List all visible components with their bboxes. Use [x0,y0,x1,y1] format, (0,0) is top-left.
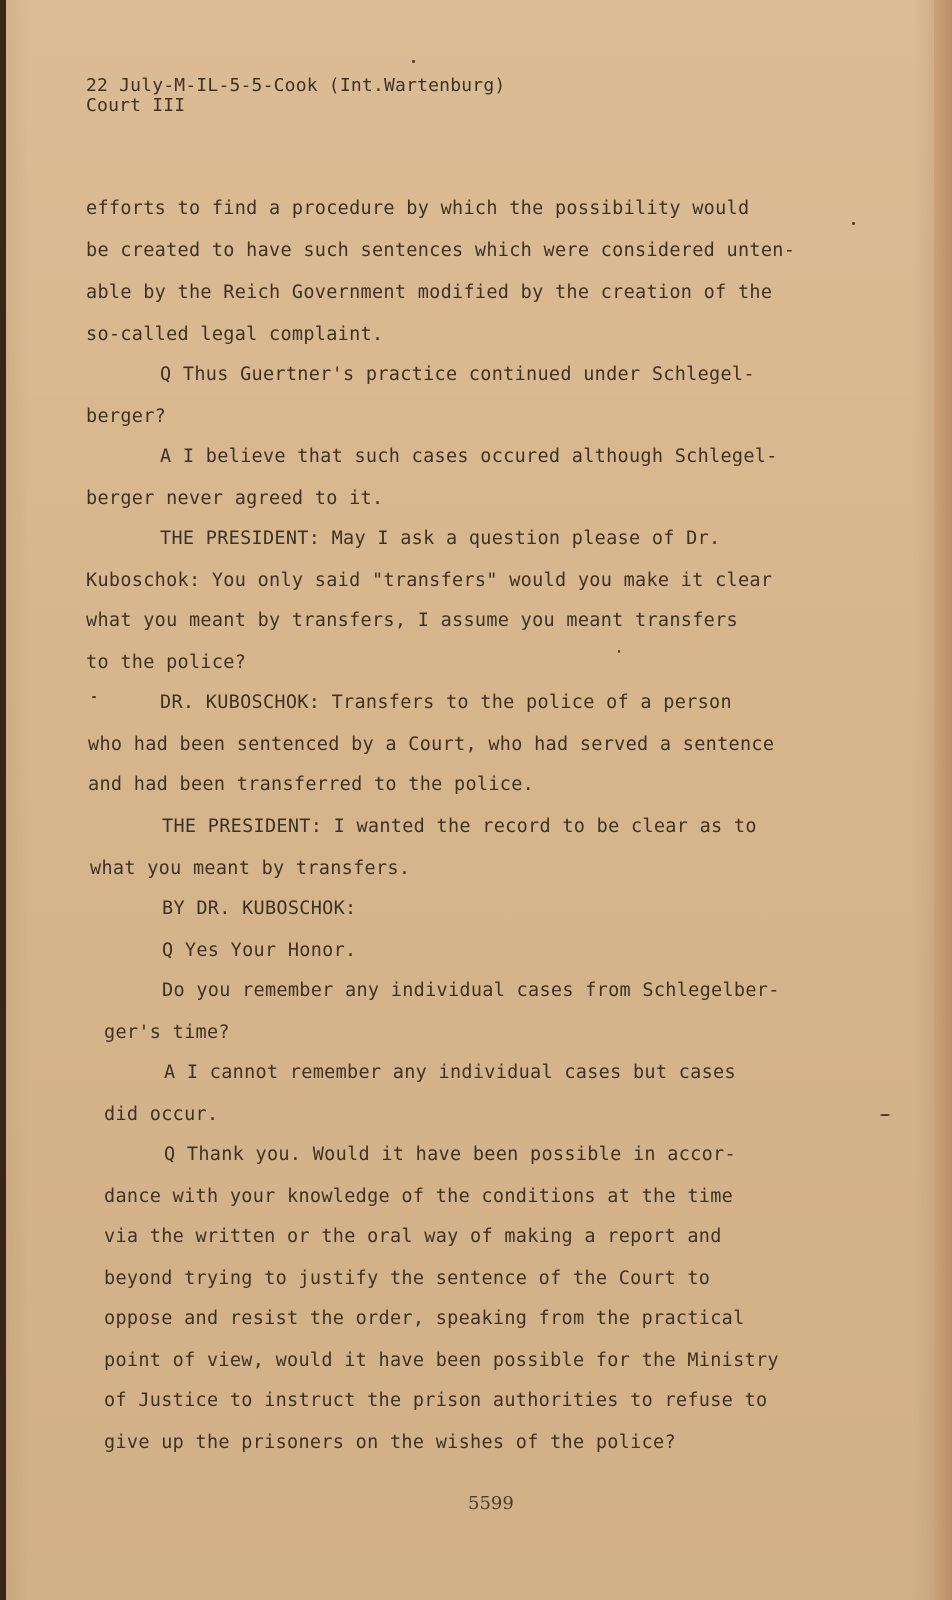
paper-speck [92,696,96,698]
paper-speck [412,60,415,63]
paper-speck [618,650,620,653]
transcript-line: ger's time? [104,1022,230,1043]
document-header [86,76,505,116]
transcript-line: point of view, would it have been possible for the Ministry [104,1350,779,1371]
transcript-line: Q Yes Your Honor. [162,940,357,961]
transcript-line: Kuboschok: You only said "transfers" would you make it clear [86,570,773,591]
header-line-2: Court III [86,95,186,116]
transcript-line: what you meant by transfers, I assume you meant transfers [86,610,738,631]
transcript-line: THE PRESIDENT: I wanted the record to be clear as to [162,816,757,837]
page-number: 5599 [468,1493,514,1514]
transcript-line: what you meant by transfers. [90,858,411,879]
paper-speck [852,222,855,225]
transcript-line: A I believe that such cases occured although Schlegel- [160,446,778,467]
transcript-line: oppose and resist the order, speaking from the practical [104,1308,745,1329]
paper-speck [880,1114,890,1116]
transcript-line: Do you remember any individual cases from Schlegelber- [162,980,780,1001]
transcript-line: and had been transferred to the police. [88,774,535,795]
transcript-line: give up the prisoners on the wishes of the police? [104,1432,676,1453]
transcript-line: THE PRESIDENT: May I ask a question please of Dr. [160,528,721,549]
transcript-line: Q Thank you. Would it have been possible in accor- [164,1144,736,1165]
transcript-line: beyond trying to justify the sentence of the Court to [104,1268,711,1289]
transcript-line: did occur. [104,1104,219,1125]
transcript-line: so-called legal complaint. [86,324,384,345]
page-left-edge [0,0,6,1600]
transcript-line: able by the Reich Government modified by the creation of the [86,282,773,303]
transcript-line: berger never agreed to it. [86,488,384,509]
page-right-edge [934,0,952,1600]
transcript-line: dance with your knowledge of the conditions at the time [104,1186,734,1207]
header-line-1: 22 July-M-IL-5-5-Cook (Int.Wartenburg) [86,75,506,96]
transcript-line: be created to have such sentences which were considered unten- [86,240,796,261]
transcript-line: of Justice to instruct the prison authorities to refuse to [104,1390,768,1411]
transcript-line: via the written or the oral way of making a report and [104,1226,722,1247]
transcript-line: A I cannot remember any individual cases but cases [164,1062,736,1083]
transcript-line: DR. KUBOSCHOK: Transfers to the police of a person [160,692,732,713]
transcript-line: berger? [86,406,167,427]
transcript-line: BY DR. KUBOSCHOK: [162,898,357,919]
transcript-line: to the police? [86,652,247,673]
transcript-line: who had been sentenced by a Court, who had served a sentence [88,734,775,755]
transcript-line: efforts to find a procedure by which the possibility would [86,198,750,219]
transcript-line: Q Thus Guertner's practice continued under Schlegel- [160,364,755,385]
